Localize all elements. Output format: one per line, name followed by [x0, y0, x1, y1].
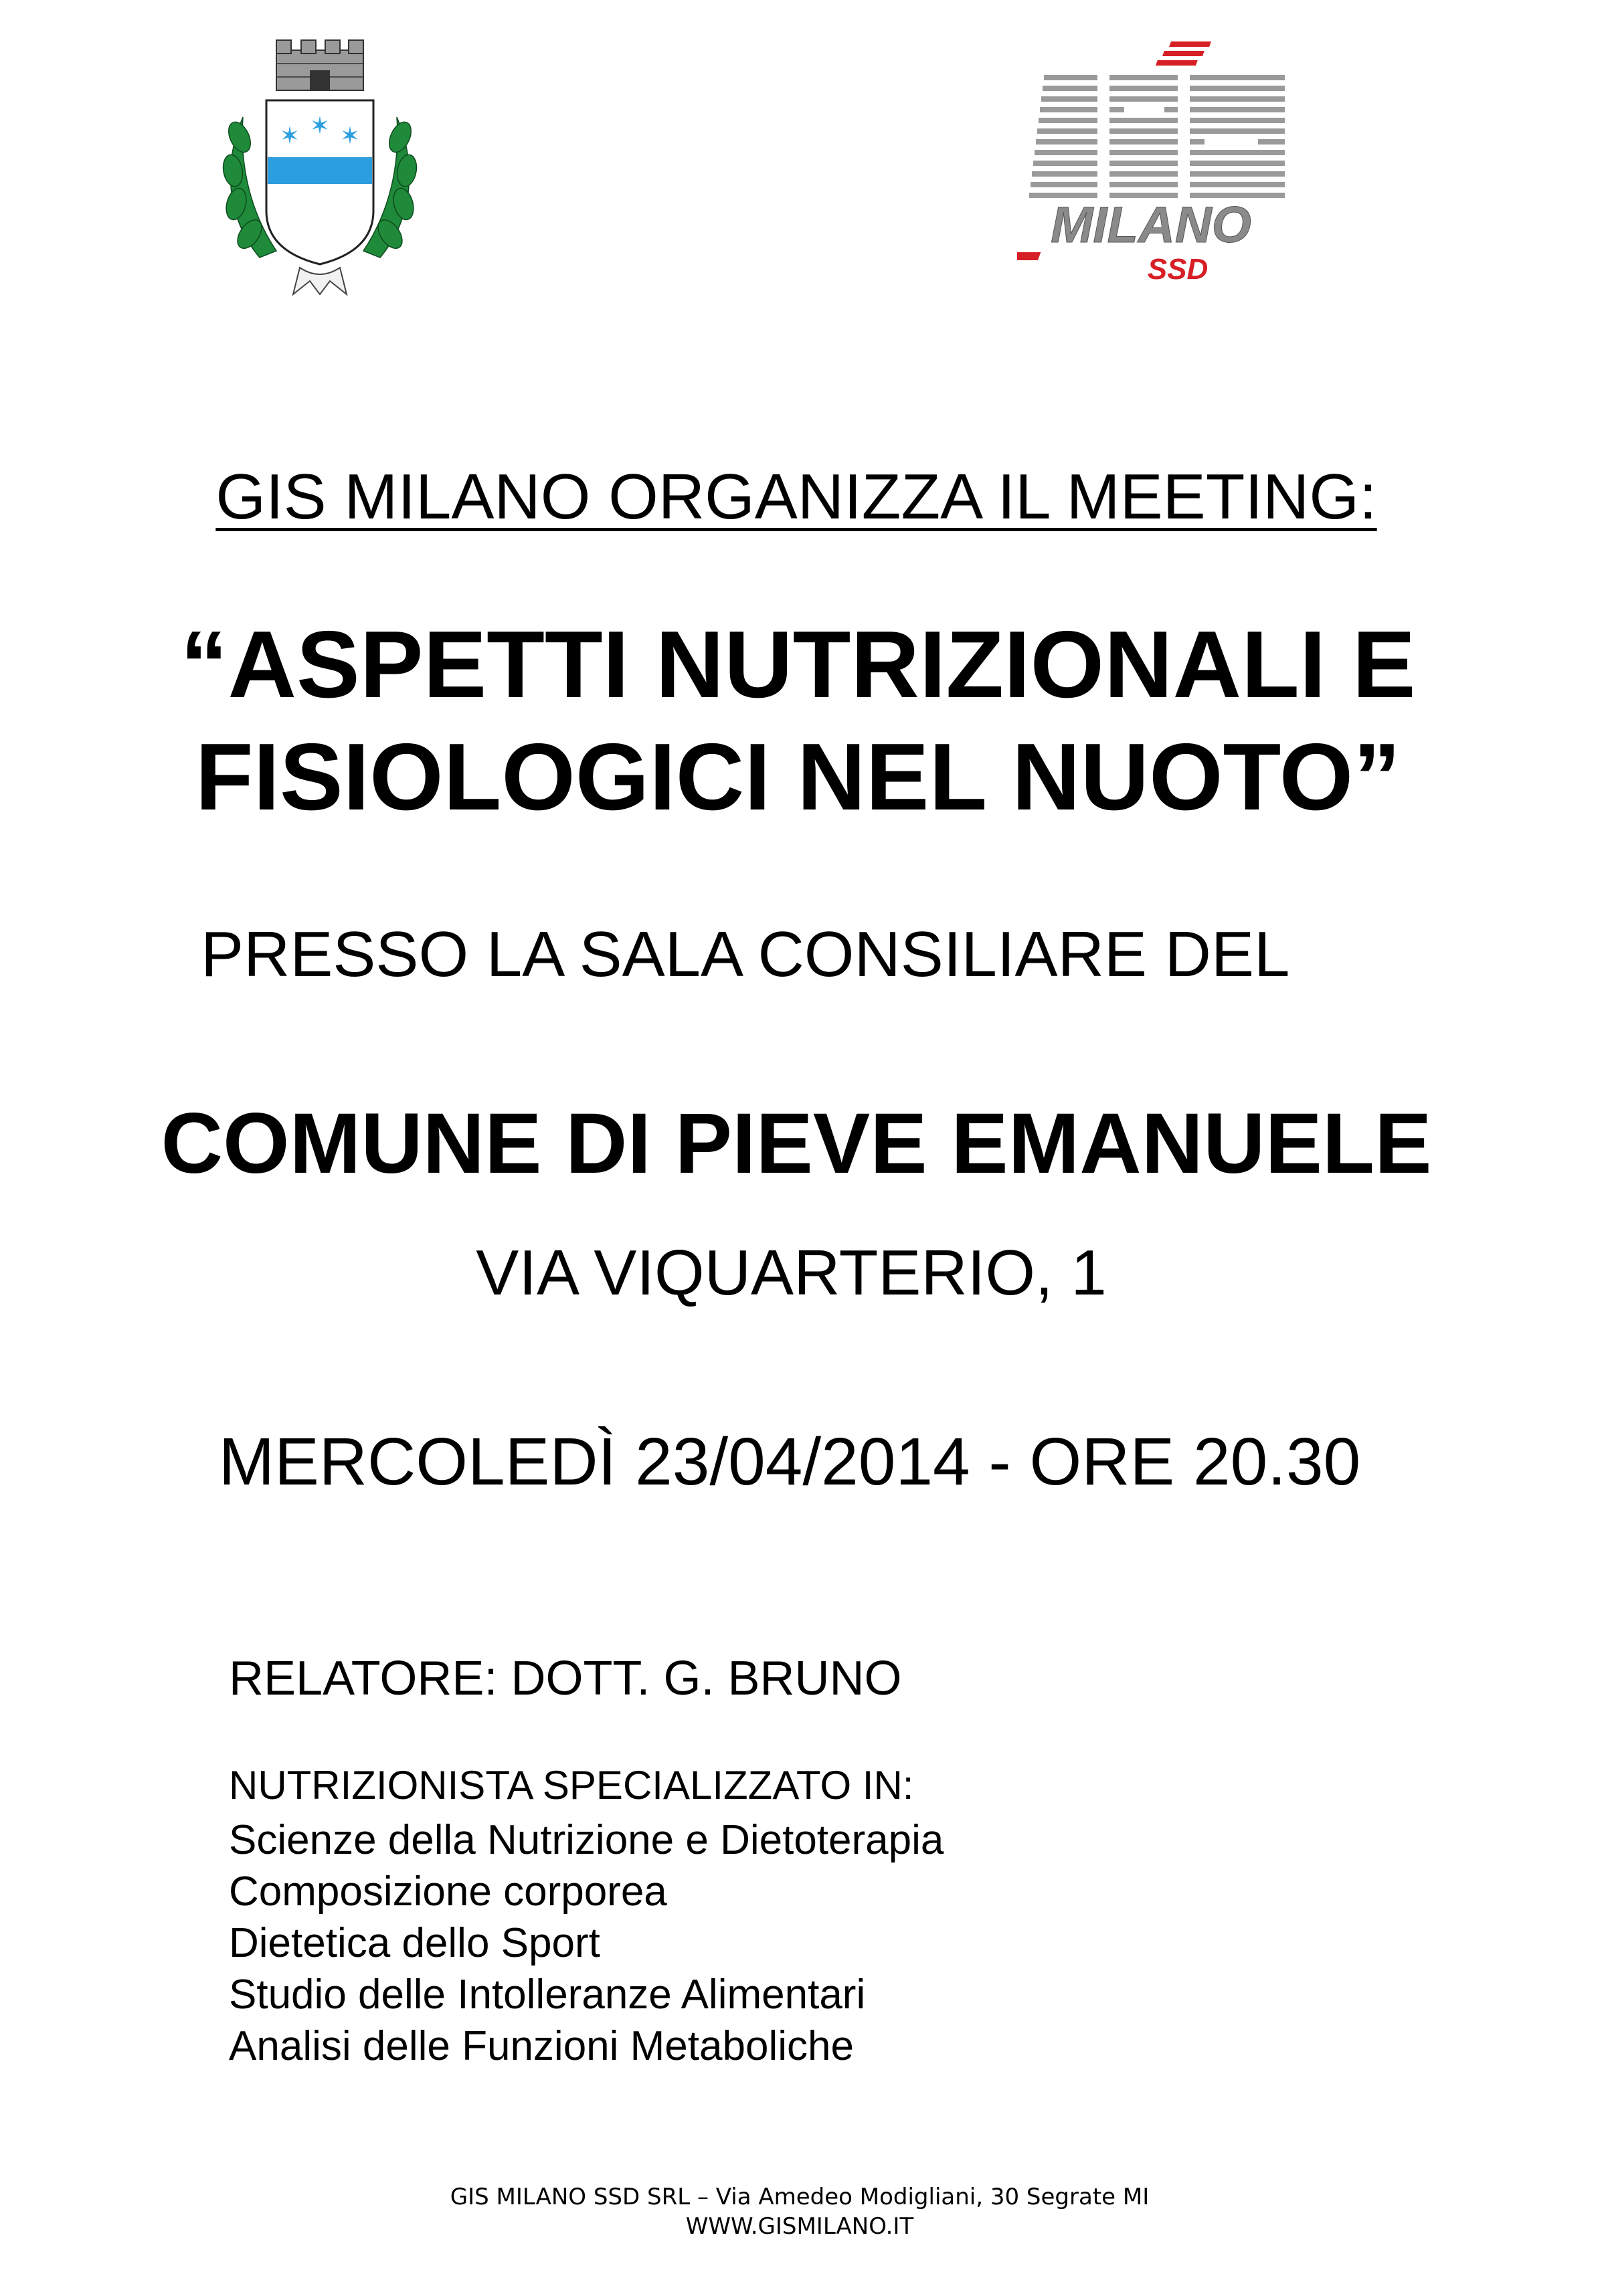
organizer-heading: GIS MILANO ORGANIZZA IL MEETING:: [215, 461, 1377, 533]
meeting-title-line-1: “ASPETTI NUTRIZIONALI E: [180, 611, 1416, 718]
venue-name: COMUNE DI PIEVE EMANUELE: [161, 1096, 1432, 1191]
meeting-title: [0, 609, 1596, 834]
meeting-title-line-2: FISIOLOGICI NEL NUOTO”: [195, 724, 1401, 830]
svg-text:✶: ✶: [279, 122, 300, 150]
footer-website: WWW.GISMILANO.IT: [685, 2213, 914, 2240]
svg-text:✶: ✶: [339, 122, 361, 150]
footer: [0, 2182, 1599, 2241]
svg-text:SSD: SSD: [1147, 253, 1209, 286]
list-item: Scienze della Nutrizione e Dietoterapia: [229, 1817, 944, 1863]
list-item: Composizione corporea: [229, 1869, 667, 1915]
svg-text:✶: ✶: [309, 112, 331, 140]
speaker-line: RELATORE: DOTT. G. BRUNO: [229, 1652, 902, 1705]
specializations-heading: NUTRIZIONISTA SPECIALIZZATO IN:: [229, 1763, 914, 1808]
svg-text:MILANO: MILANO: [1051, 197, 1251, 254]
list-item: Studio delle Intolleranze Alimentari: [229, 1972, 866, 2018]
coat-of-arms-emblem: [213, 37, 427, 298]
footer-company-address: GIS MILANO SSD SRL – Via Amedeo Modigliani, 30 Segrate MI: [450, 2184, 1150, 2210]
venue-prefix: PRESSO LA SALA CONSILIARE DEL: [201, 919, 1290, 990]
specializations-list: [229, 1814, 944, 2072]
list-item: Analisi delle Funzioni Metaboliche: [229, 2023, 854, 2069]
venue-address: VIA VIQUARTERIO, 1: [476, 1237, 1107, 1309]
event-datetime: MERCOLEDÌ 23/04/2014 - ORE 20.30: [218, 1424, 1361, 1499]
gis-milano-logo: [1017, 41, 1312, 289]
list-item: Dietetica dello Sport: [229, 1920, 600, 1966]
